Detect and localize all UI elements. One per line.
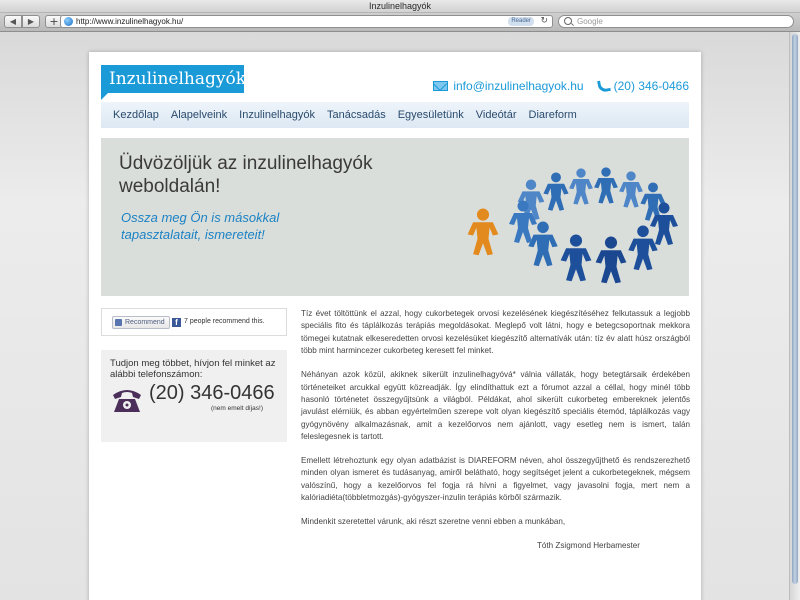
phone-icon bbox=[597, 79, 611, 93]
nav-item-tanacsadas[interactable]: Tanácsadás bbox=[326, 109, 386, 121]
telephone-icon bbox=[111, 386, 143, 414]
site-logo[interactable]: Inzulinelhagyók bbox=[101, 65, 244, 93]
nav-item-egyesuletunk[interactable]: Egyesületünk bbox=[397, 109, 464, 121]
people-circle-illustration bbox=[461, 160, 681, 290]
recommend-count-text: 7 people recommend this. bbox=[184, 318, 265, 325]
nav-item-kezdolap[interactable]: Kezdőlap bbox=[113, 109, 159, 121]
browser-toolbar bbox=[0, 13, 800, 32]
signature: Tóth Zsigmond Herbamester bbox=[536, 541, 640, 551]
add-bookmark-button[interactable]: + bbox=[45, 15, 63, 28]
facebook-icon: f bbox=[172, 318, 181, 327]
vertical-scrollbar[interactable] bbox=[789, 32, 800, 600]
hero-subtitle: Ossza meg Ön is másokkal tapasztalatait, ismereteit! bbox=[121, 210, 280, 242]
content-paragraph: Emellett létrehoztunk egy olyan adatbázist is DIAREFORM néven, ahol összegyűjthető és rendszerezhető minden olyan ismeret és tudásanyag, amiről belátható, hogy segítséget jelent a cukorbetegeknek, mégsem valószínű, hogy a kezelőorvos fel fogja rá hívni a figyelmet, vagy javasolni fogja, mert nem a kalóriadiéta(többletmozgás)-gyógyszer-inzulin terápiás körből származik. bbox=[301, 456, 690, 503]
recommend-count bbox=[172, 316, 265, 328]
back-button[interactable]: ◀ bbox=[4, 15, 22, 28]
phone-number: (20) 346-0466 bbox=[149, 382, 275, 404]
window-title: Inzulinelhagyók bbox=[368, 1, 432, 11]
thumbs-up-icon bbox=[115, 319, 122, 326]
phone-contact-box bbox=[101, 350, 287, 442]
page-container bbox=[89, 52, 701, 600]
search-icon bbox=[564, 17, 572, 25]
recommend-label: Recommend bbox=[125, 319, 165, 326]
main-nav bbox=[101, 102, 689, 128]
nav-item-videotar[interactable]: Videótár bbox=[475, 109, 517, 121]
content-paragraph: Mindenkit szeretettel várunk, aki részt szeretne venni ebben a munkában, bbox=[301, 517, 566, 527]
facebook-recommend-box bbox=[101, 308, 287, 336]
url-text[interactable]: http://www.inzulinelhagyok.hu/ bbox=[76, 17, 184, 26]
reload-icon[interactable]: ↻ bbox=[540, 16, 548, 26]
address-bar[interactable] bbox=[60, 15, 553, 28]
scrollbar-thumb[interactable] bbox=[792, 34, 798, 584]
content-paragraph: Néhányan azok közül, akiknek sikerült inzulinelhagyóvá* válnia vállaták, hogy betegtársaik érdekében történeteiket arcukkal együtt közreadják. Így elindíthattuk ezt a fórumot azzal a céllal, hogy minél több hasonló történetet összegyűjtsünk a világból. Példákat, ahol sikerült cukorbeteg embereknek jelentős javulást elérniük, és abban egyértelműen szerepe volt olyan kiegészítő speciális étemód, táplálkozás vagy gyógynövény alkalmazásnak, amit a kezelőorvos nem ajánlott, vagy esetleg nem is ismert, talán feleslegesnek is tartott. bbox=[301, 370, 690, 442]
nav-item-inzulinelhagyok[interactable]: Inzulinelhagyók bbox=[239, 109, 315, 121]
hero-title: Üdvözöljük az inzulinelhagyók weboldalán! bbox=[119, 153, 373, 197]
globe-icon bbox=[64, 17, 73, 26]
search-placeholder: Google bbox=[577, 17, 603, 26]
mail-icon bbox=[433, 81, 448, 91]
window-titlebar bbox=[0, 0, 800, 13]
content-paragraph: Tíz évet töltöttünk el azzal, hogy cukorbetegek orvosi kezelésének kiegészítéséhez felkutassuk a legjobb speciális fito és táplálkozás terápiás megoldásokat. Meglepő volt látni, hogy e betegcsoportnak mekkora tömegei kutatnak elkeseredetten orvosi kezelésüket kiegészítő alternatívák után: tíz év alatt húsz országból több mint harmincezer cukorbeteg keresett fel minket. bbox=[301, 309, 690, 356]
nav-item-alapelveink[interactable]: Alapelveink bbox=[170, 109, 228, 121]
nav-item-diareform[interactable]: Diareform bbox=[528, 109, 577, 121]
forward-button[interactable]: ▶ bbox=[22, 15, 40, 28]
phone-intro-text: Tudjon meg többet, hívjon fel minket az alábbi telefonszámon: bbox=[110, 358, 276, 380]
browser-viewport bbox=[0, 32, 789, 600]
reader-button[interactable]: Reader bbox=[508, 17, 534, 26]
main-content bbox=[301, 308, 690, 553]
hero-banner bbox=[101, 138, 689, 296]
search-field[interactable] bbox=[558, 15, 794, 28]
phone-note: (nem emelt díjas!) bbox=[211, 405, 264, 412]
header-phone: (20) 346-0466 bbox=[613, 79, 689, 93]
recommend-button[interactable] bbox=[112, 316, 170, 329]
header-email-link[interactable]: info@inzulinelhagyok.hu bbox=[453, 79, 584, 93]
header-contact bbox=[433, 79, 689, 93]
